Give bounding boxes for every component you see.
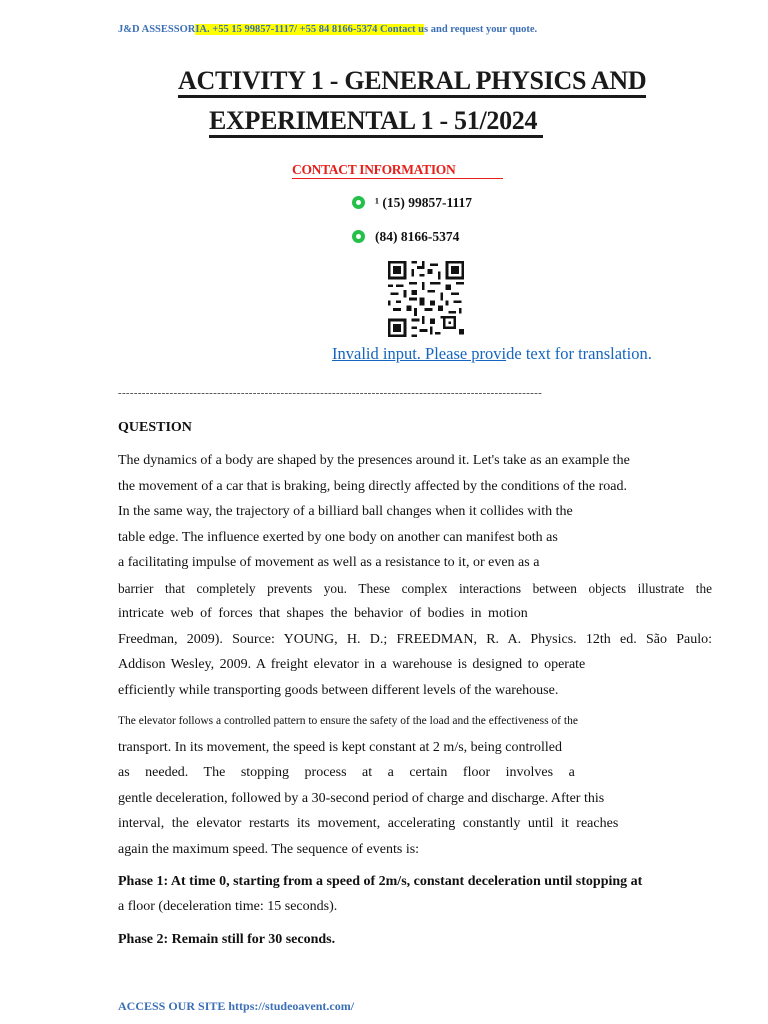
phase-1-statement: Phase 1: At time 0, starting from a speed of 2m/s, constant deceleration until stopping at [118, 874, 643, 889]
translation-link-underlined[interactable]: Invalid input. Please provi [332, 344, 507, 363]
divider: ----------------------------------------------------------------------------------------------------------- [118, 387, 543, 399]
paragraph-line: again the maximum speed. The sequence of events is: [118, 841, 420, 857]
paragraph-line: a facilitating impulse of movement as well as a resistance to it, or even as a [118, 555, 540, 570]
phone-1-number: ¹ (15) 99857-1117 [375, 195, 473, 210]
title-line-1: ACTIVITY 1 - GENERAL PHYSICS AND [0, 66, 768, 96]
paragraph-line: table edge. The influence exerted by one body on another can manifest both as [118, 529, 558, 545]
paragraph-line: as needed. The stopping process at a certain floor involves a [118, 765, 575, 780]
translation-link[interactable] [332, 344, 652, 364]
question-paragraph-1 [118, 448, 712, 703]
phone-1[interactable] [352, 195, 472, 211]
question-paragraph-2 [118, 709, 712, 862]
whatsapp-icon [352, 196, 365, 209]
paragraph-line: transport. In its movement, the speed is kept constant at 2 m/s, being controlled [118, 739, 563, 755]
footer-label: ACCESS OUR SITE [118, 999, 226, 1013]
paragraph-line: barrier that completely prevents you. These complex interactions between objects illustrate the [118, 580, 712, 596]
header-contact-line [118, 24, 537, 35]
title-line-2: EXPERIMENTAL 1 - 51/2024 [0, 106, 768, 136]
paragraph-line: In the same way, the trajectory of a billiard ball changes when it collides with the [118, 504, 573, 519]
paragraph-line: the movement of a car that is braking, being directly affected by the conditions of the road. [118, 478, 628, 494]
whatsapp-icon [352, 230, 365, 243]
paragraph-line: gentle deceleration, followed by a 30-second period of charge and discharge. After this [118, 790, 605, 806]
header-prefix: J&D ASSESSOR [118, 24, 196, 35]
paragraph-line: interval, the elevator restarts its movement, accelerating constantly until it reaches [118, 816, 619, 831]
contact-heading: CONTACT INFORMATION [292, 162, 503, 179]
qr-code[interactable] [386, 261, 466, 337]
paragraph-line: Addison Wesley, 2009. A freight elevator in a warehouse is designed to operate [118, 657, 586, 672]
phone-2[interactable] [352, 229, 459, 245]
footer-url[interactable]: https://studeoavent.com/ [228, 999, 355, 1013]
phone-2-number: (84) 8166-5374 [375, 229, 460, 244]
paragraph-line: The elevator follows a controlled pattern to ensure the safety of the load and the effectiveness of the [118, 715, 578, 727]
header-suffix: s and request your quote. [424, 24, 538, 35]
footer-site-link[interactable] [118, 999, 354, 1014]
header-highlighted-contact: IA. +55 15 99857-1117/ +55 84 8166-5374 Contact u [195, 24, 425, 35]
paragraph-line: Freedman, 2009). Source: YOUNG, H. D.; FREEDMAN, R. A. Physics. 12th ed. São Paulo: [118, 631, 712, 647]
question-heading: QUESTION [118, 420, 192, 435]
paragraph-line: efficiently while transporting goods between different levels of the warehouse. [118, 682, 559, 698]
phase-2-statement: Phase 2: Remain still for 30 seconds. [118, 932, 336, 947]
paragraph-line: intricate web of forces that shapes the behavior of bodies in motion [118, 606, 528, 621]
paragraph-line: The dynamics of a body are shaped by the presences around it. Let's take as an example the [118, 453, 630, 468]
phase-1-detail: a floor (deceleration time: 15 seconds). [118, 899, 338, 914]
translation-link-rest[interactable]: de text for translation. [506, 344, 652, 363]
